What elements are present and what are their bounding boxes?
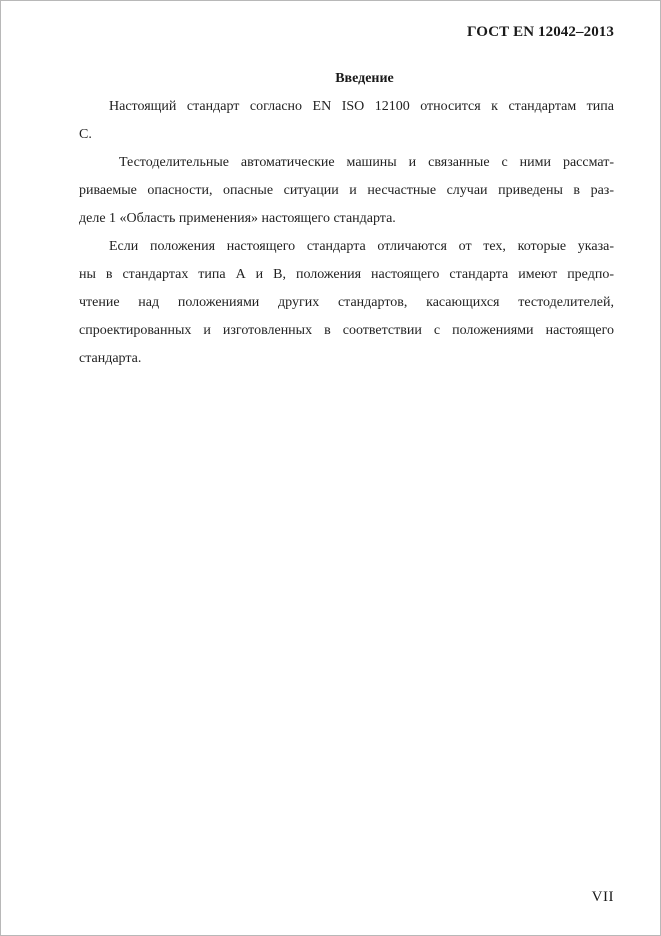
section-title: Введение (335, 71, 394, 86)
paragraph-line: чтение над положениями других стандартов, касающихся тестоделителей, (79, 295, 614, 310)
paragraph-line: ны в стандартах типа А и В, положения настоящего стандарта имеют предпо- (79, 267, 614, 282)
paragraph-line: деле 1 «Область применения» настоящего стандарта. (79, 211, 396, 226)
paragraph-line: спроектированных и изготовленных в соответствии с положениями настоящего (79, 323, 614, 338)
paragraph-line: стандарта. (79, 351, 142, 366)
paragraph-line: Если положения настоящего стандарта отличаются от тех, которые указа- (109, 239, 614, 254)
document-header: ГОСТ EN 12042–2013 (467, 24, 614, 40)
paragraph-line: С. (79, 127, 92, 142)
paragraph-line: Тестоделительные автоматические машины и связанные с ними рассмат- (119, 155, 614, 170)
page-number: VII (591, 889, 614, 905)
paragraph-line: риваемые опасности, опасные ситуации и несчастные случаи приведены в раз- (79, 183, 614, 198)
paragraph-line: Настоящий стандарт согласно EN ISO 12100 относится к стандартам типа (109, 99, 614, 114)
